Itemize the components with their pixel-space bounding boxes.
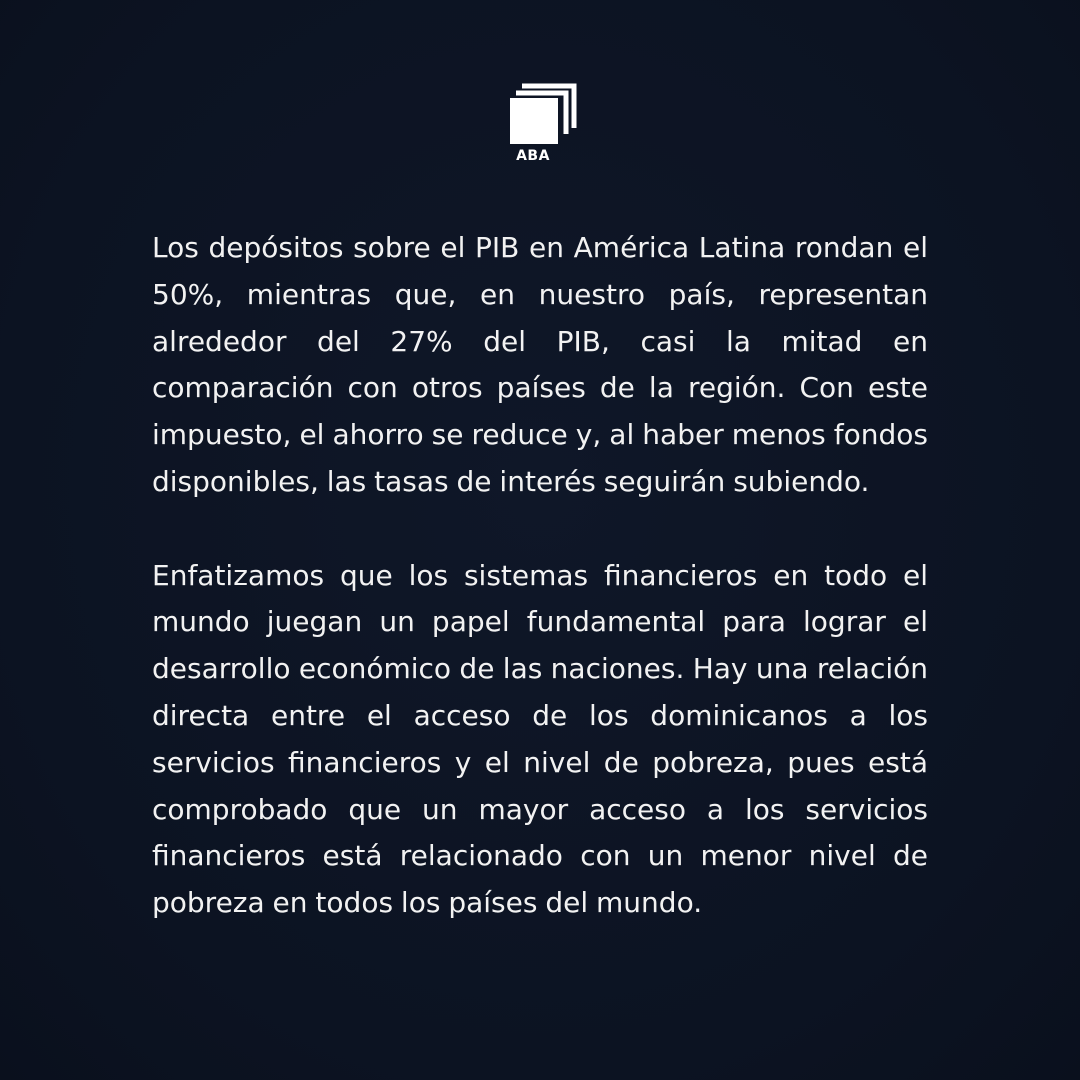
paragraph-1: Los depósitos sobre el PIB en América Latina rondan el 50%, mientras que, en nuestro país, representan alrededor del 27% del PIB, casi la mitad en comparación con otros países de la región. Con este impuesto, el ahorro se reduce y, al haber menos fondos disponibles, las tasas de interés seguirán subiendo. [152, 231, 928, 498]
paragraph-2: Enfatizamos que los sistemas financieros en todo el mundo juegan un papel fundamental para lograr el desarrollo económico de las naciones. Hay una relación directa entre el acceso de los dominicanos a los servicios financieros y el nivel de pobreza, pues está comprobado que un mayor acceso a los servicios financieros está relacionado con un menor nivel de pobreza en todos los países del mundo. [152, 558, 928, 920]
aba-logo [508, 82, 578, 168]
logo-text: ABA [516, 148, 550, 164]
stacked-squares-logo-icon [508, 82, 578, 144]
body-text [152, 225, 928, 927]
